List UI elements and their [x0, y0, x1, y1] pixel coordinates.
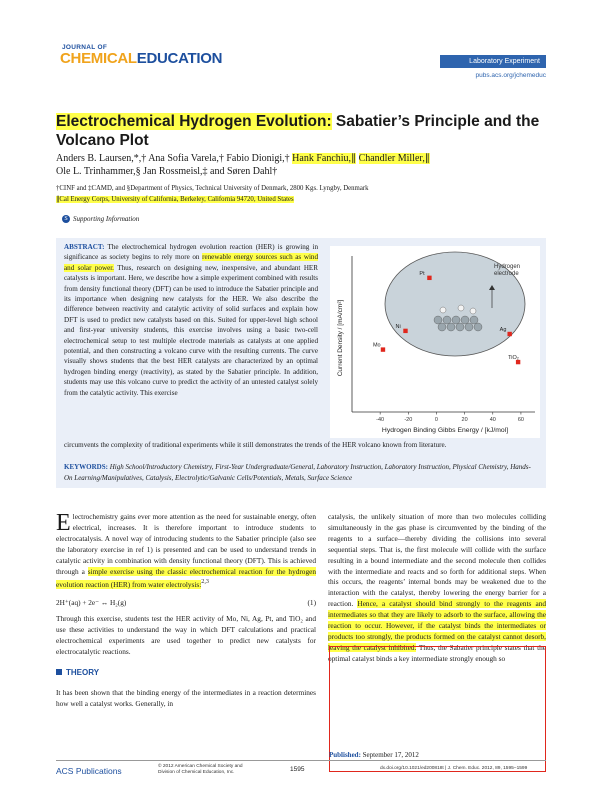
author-highlight-1: Hank Fanchiu,∥ — [292, 153, 357, 164]
data-point-ag — [507, 332, 511, 336]
authors-line2: Ole L. Trinhammer,§ Jan Rossmeisl,‡ and Søren Dahl† — [56, 166, 278, 177]
theory-paragraph: It has been shown that the binding energy of the intermediates in a reaction determines how well a catalyst works. Generally, in — [56, 688, 316, 708]
heading-square-icon — [56, 669, 62, 675]
journal-url-link[interactable]: pubs.acs.org/jchemeduc — [475, 72, 546, 79]
author-highlight-2: Chandler Miller,∥ — [358, 153, 430, 164]
intro-ref: 2,3 — [201, 579, 209, 586]
title-rest: Sabatier’s Principle and the Volcano Plot — [56, 113, 540, 149]
theory-heading — [56, 668, 99, 677]
volcano-figure — [330, 246, 540, 438]
published-date — [329, 751, 419, 759]
right-text-1: catalysis, the unlikely situation of more than two molecules colliding simultaneously in the gas phase is circumvented by the binding of the reagents to a surface—thereby dividing the collisions into several sequential steps. That is, the first molecule will collide with the surface resulting in a bound intermediate and the second molecule then collides with the intermediate and reacts and so forth for additional steps. When this occurs, the reagents’ internal bonds may be weakened due to the interaction with the catalyst, thereby lowering the energy barrier for a reaction. — [328, 512, 546, 609]
journal-logo-education: EDUCATION — [136, 50, 223, 67]
intro-text-1: lectrochemistry gains ever more attention as the need for sustainable energy, often electrical, increases. It is therefore important to introduce students to electrocatalysis. A novel way of introducing students to the Sabatier principle (also see the laboratory exercise in ref 1) is presented and can be used to understand trends in catalytic activity in combination with density functional theory (DFT). This is achieved through a — [56, 512, 316, 576]
affiliations — [56, 183, 546, 205]
copyright — [158, 764, 243, 776]
title-highlight: Electrochemical Hydrogen Evolution: — [56, 113, 332, 130]
keywords — [64, 462, 538, 483]
data-point-label: Ag — [499, 327, 507, 333]
copyright-line2: Division of Chemical Education, Inc. — [158, 770, 235, 775]
acs-publications-logo[interactable]: ACS Publications — [56, 766, 122, 776]
data-point-label: Pt — [419, 270, 425, 277]
affiliation-1: †CINF and ‡CAMD, and §Department of Physics, Technical University of Denmark, 2800 Kgs. Lyngby, Denmark — [56, 185, 369, 192]
data-point-label: TiO₂ — [508, 355, 519, 362]
abstract-label: ABSTRACT: — [64, 243, 105, 251]
data-point-label: Mo — [372, 342, 381, 349]
author-list — [56, 152, 546, 178]
data-point-pt — [427, 276, 431, 280]
x-axis-label: Hydrogen Binding Gibbs Energy / [kJ/mol] — [381, 427, 509, 434]
x-tick-label: 60 — [517, 417, 524, 423]
y-axis-label: Current Density / [mA/cm²] — [337, 299, 344, 377]
keywords-list: High School/Introductory Chemistry, First-Year Undergraduate/General, Laboratory Instruction, Laboratory Instruction, Physical Chemistry, Hands-On Learning/Manipulatives, Catalysis, Electrolytic/Galvanic Cells/Potentials, Metals, Surface Science — [64, 463, 531, 482]
section-tag: Laboratory Experiment — [440, 55, 546, 68]
authors-line1: Anders B. Laursen,*,† Ana Sofia Varela,† Fabio Dionigi,† — [56, 153, 293, 164]
abstract-p1: The electrochemical hydrogen evolution reaction (HER) is growing in significance as society begins to rely more on — [64, 243, 318, 262]
abstract-p2: Thus, research on designing new, inexpensive, and abundant HER catalysts is important. Here, we describe how a simple experiment combined with results from density functional theory (DFT) can be used to introduce the Sabatier principle and its importance when designing new catalysts for the HER. We also describe the difference between reactivity and catalytic activity of solid surfaces and explain how DFT is used to predict new catalysts based on this. Suited for upper-level high school and first-year university students, this exercise involves using a basic two-cell electrochemical setup to test multiple electrode materials as catalysts at one applied potential, and then constructing a volcano curve with the resulting currents. The curve visually shows students that the best HER catalysts are characterized by an optimal hydrogen binding energy (reactivity), as stated by the Sabatier principle. In addition, students may use this volcano curve to predict the activity of an untested catalyst solely from the catalytic activity. This exercise — [64, 263, 319, 397]
published-label: Published: — [329, 751, 361, 759]
copyright-line1: © 2012 American Chemical Society and — [158, 764, 243, 769]
inset-label-electrode: electrode — [494, 271, 519, 277]
x-tick-label: 20 — [461, 417, 468, 423]
theory-heading-text: THEORY — [66, 668, 100, 677]
journal-logo — [60, 51, 222, 67]
x-tick-labels — [376, 412, 524, 423]
supporting-info-label: Supporting Information — [73, 215, 140, 223]
journal-logo-chemical: CHEMICAL — [60, 50, 137, 67]
data-point-ni — [403, 329, 407, 333]
inset-label-hydrogen: Hydrogen — [494, 264, 521, 270]
dropcap: E — [56, 510, 71, 536]
x-tick-label: -40 — [376, 417, 385, 423]
article-title — [56, 112, 546, 150]
abstract-tail: circumvents the complexity of traditional experiments while it still demonstrates the trends of the HER volcano known from literature. — [64, 441, 447, 449]
journal-logo-line1: JOURNAL OF — [62, 44, 108, 51]
left-column — [56, 512, 316, 594]
abstract-text — [64, 242, 318, 398]
data-point-mo — [381, 347, 385, 351]
x-tick-label: 40 — [489, 417, 496, 423]
intro-paragraph — [56, 512, 316, 591]
affiliation-2: ∥Cal Energy Corps, University of California, Berkeley, California 94720, United States — [56, 196, 294, 203]
right-highlight: Hence, a catalyst should bind strongly to the reagents and intermediates so that they are likely to adsorb to the surface, allowing the reaction to occur. However, if the catalyst binds the intermediates or products too strongly, the products formed on the catalyst cannot desorb, leaving the catalyst inhibited. — [328, 599, 546, 652]
x-tick-label: -20 — [404, 417, 413, 423]
supporting-information-link[interactable] — [62, 215, 139, 223]
equation-text: 2H⁺(aq) + 2e⁻ ↔ H₂(g) — [56, 598, 127, 607]
published-value: September 17, 2012 — [360, 751, 419, 759]
keywords-label: KEYWORDS: — [64, 463, 108, 471]
equation-number: (1) — [307, 598, 316, 607]
page-number: 1595 — [290, 766, 305, 773]
right-column — [328, 512, 546, 665]
data-point-label: Ni — [395, 323, 401, 330]
equation-1 — [56, 598, 316, 607]
right-text-2: Thus, the Sabatier principle states that the optimal catalyst binds a key intermediate strongly enough so — [328, 642, 546, 663]
doi-link[interactable]: dx.doi.org/10.1021/ed200818t | J. Chem. Educ. 2012, 89, 1595−1599 — [380, 766, 528, 771]
supporting-info-icon: S — [62, 215, 70, 223]
intro-highlight: simple exercise using the classic electrochemical reaction for the hydrogen evolution reaction (HER) from water electrolysis: — [56, 566, 316, 589]
volcano-plot-svg — [330, 246, 540, 438]
abstract-highlight: renewable energy sources such as wind and solar power. — [64, 253, 319, 272]
x-tick-label: 0 — [434, 417, 438, 423]
footer-rule — [56, 760, 546, 761]
intro-paragraph-2: Through this exercise, students test the HER activity of Mo, Ni, Ag, Pt, and TiO₂ and use these activities to understand the way in which DFT calculations and practical electrochemical experiments are used together to predict new catalysts for electrocatalytic reactions. — [56, 614, 316, 656]
